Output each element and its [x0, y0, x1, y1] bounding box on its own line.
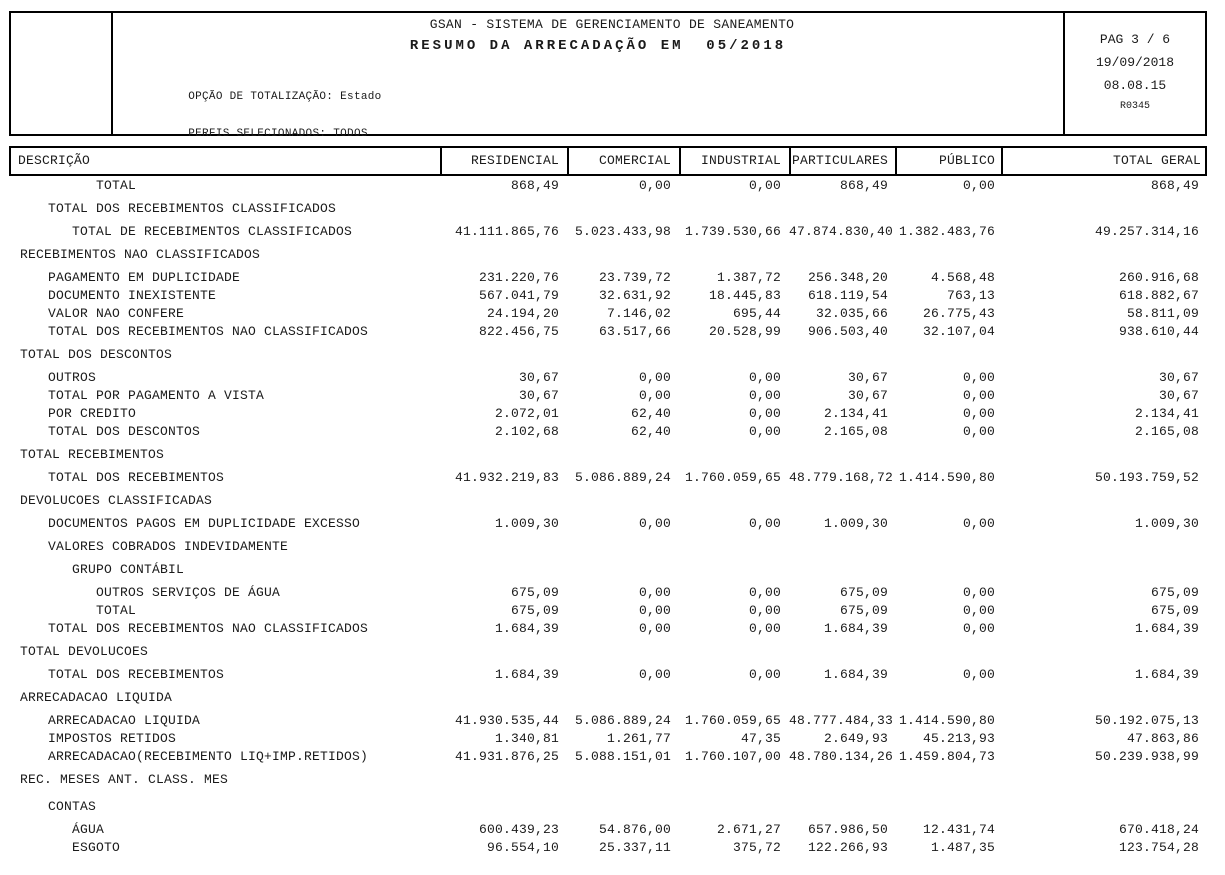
cell-publico: 763,13 — [946, 288, 995, 303]
table-row — [9, 748, 1207, 766]
cell-particulares: 48.777.484,33 — [789, 713, 894, 728]
row-label: TOTAL DOS RECEBIMENTOS CLASSIFICADOS — [48, 201, 337, 216]
cell-publico: 1.487,35 — [930, 840, 995, 855]
profiles-value: TODOS — [333, 128, 368, 140]
row-label: TOTAL DOS RECEBIMENTOS — [48, 667, 225, 682]
row-label: ÁGUA — [72, 822, 105, 837]
cell-publico: 4.568,48 — [930, 270, 995, 285]
column-header-particulares: PARTICULARES — [791, 148, 897, 174]
cell-industrial: 0,00 — [748, 178, 781, 193]
table-row — [9, 369, 1207, 387]
cell-industrial — [679, 561, 789, 579]
cell-publico: 0,00 — [962, 178, 995, 193]
cell-total-geral — [1001, 246, 1203, 264]
cell-residencial — [440, 643, 567, 661]
cell-publico: 1.414.590,80 — [898, 713, 995, 728]
row-label: ESGOTO — [72, 840, 121, 855]
table-row — [9, 405, 1207, 423]
cell-industrial: 0,00 — [748, 585, 781, 600]
row-label: POR CREDITO — [48, 406, 137, 421]
row-label: TOTAL DOS RECEBIMENTOS NAO CLASSIFICADOS — [48, 621, 369, 636]
cell-particulares: 2.649,93 — [823, 731, 888, 746]
cell-total-geral: 58.811,09 — [1126, 306, 1199, 321]
table-row — [9, 177, 1207, 195]
cell-comercial: 0,00 — [638, 388, 671, 403]
cell-comercial — [567, 200, 679, 218]
cell-industrial — [679, 689, 789, 707]
row-label: ARRECADACAO LIQUIDA — [20, 690, 173, 705]
cell-residencial: 41.931.876,25 — [454, 749, 559, 764]
cell-particulares: 2.134,41 — [823, 406, 888, 421]
row-label: TOTAL DOS RECEBIMENTOS NAO CLASSIFICADOS — [48, 324, 369, 339]
cell-residencial: 231.220,76 — [478, 270, 559, 285]
cell-industrial: 20.528,99 — [708, 324, 781, 339]
cell-total-geral: 260.916,68 — [1118, 270, 1199, 285]
table-body — [9, 177, 1207, 857]
cell-particulares — [789, 346, 895, 364]
cell-industrial — [679, 798, 789, 816]
cell-particulares: 122.266,93 — [807, 840, 888, 855]
cell-publico: 26.775,43 — [922, 306, 995, 321]
cell-industrial: 1.739.530,66 — [684, 224, 781, 239]
row-label: DEVOLUCOES CLASSIFICADAS — [20, 493, 213, 508]
cell-residencial: 600.439,23 — [478, 822, 559, 837]
cell-particulares — [789, 492, 895, 510]
column-header-residencial: RESIDENCIAL — [442, 148, 569, 174]
cell-industrial: 0,00 — [748, 603, 781, 618]
table-row — [9, 246, 1207, 264]
cell-residencial: 41.932.219,83 — [454, 470, 559, 485]
row-label: VALOR NAO CONFERE — [48, 306, 185, 321]
cell-industrial: 0,00 — [748, 516, 781, 531]
table-row — [9, 269, 1207, 287]
report-date: 19/09/2018 — [1095, 55, 1174, 70]
cell-total-geral: 30,67 — [1158, 388, 1199, 403]
cell-comercial: 63.517,66 — [598, 324, 671, 339]
cell-industrial: 47,35 — [740, 731, 781, 746]
cell-residencial: 675,09 — [510, 603, 559, 618]
cell-comercial: 0,00 — [638, 621, 671, 636]
cell-residencial — [440, 446, 567, 464]
cell-particulares: 1.684,39 — [823, 621, 888, 636]
cell-total-geral — [1001, 689, 1203, 707]
table-row — [9, 602, 1207, 620]
cell-comercial — [567, 561, 679, 579]
table-row — [9, 771, 1207, 789]
cell-industrial: 0,00 — [748, 667, 781, 682]
page-info-cell — [1065, 13, 1205, 134]
column-header-comercial: COMERCIAL — [569, 148, 681, 174]
cell-total-geral: 618.882,67 — [1118, 288, 1199, 303]
cell-total-geral: 30,67 — [1158, 370, 1199, 385]
cell-particulares — [789, 538, 895, 556]
table-row — [9, 423, 1207, 441]
cell-publico: 32.107,04 — [922, 324, 995, 339]
table-row — [9, 323, 1207, 341]
cell-publico: 1.459.804,73 — [898, 749, 995, 764]
cell-total-geral — [1001, 798, 1203, 816]
cell-publico — [895, 492, 1001, 510]
column-header-industrial: INDUSTRIAL — [681, 148, 791, 174]
table-row — [9, 387, 1207, 405]
cell-comercial: 1.261,77 — [606, 731, 671, 746]
cell-total-geral — [1001, 561, 1203, 579]
cell-comercial: 0,00 — [638, 585, 671, 600]
cell-residencial: 30,67 — [518, 370, 559, 385]
row-label: TOTAL DEVOLUCOES — [20, 644, 149, 659]
cell-particulares: 906.503,40 — [807, 324, 888, 339]
cell-comercial — [567, 246, 679, 264]
table-row — [9, 287, 1207, 305]
cell-comercial — [567, 492, 679, 510]
cell-comercial: 0,00 — [638, 667, 671, 682]
row-label: TOTAL — [96, 178, 137, 193]
cell-industrial — [679, 446, 789, 464]
cell-residencial — [440, 492, 567, 510]
report-title-cell — [113, 13, 1065, 140]
cell-industrial — [679, 492, 789, 510]
row-label: TOTAL DOS DESCONTOS — [48, 424, 201, 439]
cell-particulares: 618.119,54 — [807, 288, 888, 303]
cell-particulares — [789, 771, 895, 789]
cell-particulares — [789, 798, 895, 816]
report-header — [9, 11, 1207, 140]
cell-industrial — [679, 538, 789, 556]
cell-total-geral: 50.193.759,52 — [1094, 470, 1199, 485]
cell-residencial: 41.111.865,76 — [454, 224, 559, 239]
table-row — [9, 223, 1207, 241]
cell-industrial — [679, 246, 789, 264]
cell-comercial: 5.023.433,98 — [574, 224, 671, 239]
cell-comercial: 5.088.151,01 — [574, 749, 671, 764]
report-time: 08.08.15 — [1103, 78, 1167, 93]
cell-total-geral — [1001, 771, 1203, 789]
cell-publico — [895, 538, 1001, 556]
cell-particulares — [789, 561, 895, 579]
table-row — [9, 620, 1207, 638]
cell-residencial: 96.554,10 — [486, 840, 559, 855]
cell-publico: 0,00 — [962, 516, 995, 531]
table-row — [9, 839, 1207, 857]
table-row — [9, 798, 1207, 816]
row-label: TOTAL DOS RECEBIMENTOS — [48, 470, 225, 485]
cell-publico: 0,00 — [962, 370, 995, 385]
cell-industrial: 0,00 — [748, 388, 781, 403]
cell-residencial — [440, 771, 567, 789]
cell-comercial: 0,00 — [638, 516, 671, 531]
cell-total-geral: 670.418,24 — [1118, 822, 1199, 837]
cell-residencial — [440, 538, 567, 556]
table-row — [9, 492, 1207, 510]
cell-publico — [895, 346, 1001, 364]
table-row — [9, 666, 1207, 684]
row-label: TOTAL POR PAGAMENTO A VISTA — [48, 388, 265, 403]
cell-industrial — [679, 771, 789, 789]
cell-publico: 0,00 — [962, 388, 995, 403]
cell-total-geral — [1001, 200, 1203, 218]
cell-residencial — [440, 689, 567, 707]
cell-comercial: 0,00 — [638, 603, 671, 618]
cell-total-geral: 938.610,44 — [1118, 324, 1199, 339]
row-label: IMPOSTOS RETIDOS — [48, 731, 177, 746]
cell-residencial: 2.102,68 — [494, 424, 559, 439]
cell-industrial: 18.445,83 — [708, 288, 781, 303]
page-number: PAG 3 / 6 — [1099, 32, 1171, 47]
row-label: VALORES COBRADOS INDEVIDAMENTE — [48, 539, 289, 554]
report-title: RESUMO DA ARRECADAÇÃO EM 05/2018 — [409, 38, 787, 54]
totalization-line — [133, 79, 382, 115]
cell-publico — [895, 246, 1001, 264]
cell-comercial: 62,40 — [630, 424, 671, 439]
table-row — [9, 643, 1207, 661]
cell-publico: 0,00 — [962, 667, 995, 682]
table-row — [9, 515, 1207, 533]
row-label: TOTAL DE RECEBIMENTOS CLASSIFICADOS — [72, 224, 353, 239]
cell-total-geral: 50.192.075,13 — [1094, 713, 1199, 728]
cell-total-geral: 2.134,41 — [1134, 406, 1199, 421]
column-header-publico: PÚBLICO — [897, 148, 1003, 174]
cell-industrial: 1.760.107,00 — [684, 749, 781, 764]
cell-particulares: 2.165,08 — [823, 424, 888, 439]
cell-particulares: 256.348,20 — [807, 270, 888, 285]
cell-particulares: 868,49 — [839, 178, 888, 193]
row-label: REC. MESES ANT. CLASS. MES — [20, 772, 229, 787]
row-label: TOTAL — [96, 603, 137, 618]
cell-publico: 0,00 — [962, 585, 995, 600]
table-row — [9, 561, 1207, 579]
cell-publico — [895, 200, 1001, 218]
cell-total-geral: 675,09 — [1150, 585, 1199, 600]
cell-total-geral: 868,49 — [1150, 178, 1199, 193]
row-label: OUTROS — [48, 370, 97, 385]
cell-residencial: 24.194,20 — [486, 306, 559, 321]
cell-publico — [895, 689, 1001, 707]
table-row — [9, 538, 1207, 556]
cell-total-geral: 50.239.938,99 — [1094, 749, 1199, 764]
cell-comercial — [567, 346, 679, 364]
table-header-row — [9, 146, 1207, 176]
cell-total-geral: 123.754,28 — [1118, 840, 1199, 855]
cell-particulares: 48.780.134,26 — [789, 749, 894, 764]
cell-residencial: 675,09 — [510, 585, 559, 600]
cell-publico — [895, 643, 1001, 661]
table-row — [9, 730, 1207, 748]
cell-industrial: 2.671,27 — [716, 822, 781, 837]
table-row — [9, 200, 1207, 218]
cell-industrial: 1.760.059,65 — [684, 713, 781, 728]
cell-particulares — [789, 200, 895, 218]
table-row — [9, 305, 1207, 323]
cell-comercial — [567, 771, 679, 789]
column-header-total-geral: TOTAL GERAL — [1112, 153, 1201, 168]
cell-total-geral: 47.863,86 — [1126, 731, 1199, 746]
row-label: CONTAS — [48, 799, 97, 814]
cell-residencial: 567.041,79 — [478, 288, 559, 303]
cell-residencial: 822.456,75 — [478, 324, 559, 339]
table-row — [9, 446, 1207, 464]
cell-total-geral — [1001, 346, 1203, 364]
row-label: PAGAMENTO EM DUPLICIDADE — [48, 270, 241, 285]
cell-residencial: 1.009,30 — [494, 516, 559, 531]
logo-cell — [11, 13, 113, 134]
cell-industrial: 695,44 — [732, 306, 781, 321]
table-row — [9, 469, 1207, 487]
cell-industrial — [679, 346, 789, 364]
system-title: GSAN - SISTEMA DE GERENCIAMENTO DE SANEAMENTO — [429, 17, 795, 32]
cell-total-geral: 2.165,08 — [1134, 424, 1199, 439]
cell-particulares: 657.986,50 — [807, 822, 888, 837]
cell-comercial: 5.086.889,24 — [574, 713, 671, 728]
cell-residencial — [440, 798, 567, 816]
cell-industrial: 0,00 — [748, 424, 781, 439]
cell-total-geral: 1.684,39 — [1134, 667, 1199, 682]
cell-residencial: 30,67 — [518, 388, 559, 403]
cell-residencial: 868,49 — [510, 178, 559, 193]
cell-comercial — [567, 643, 679, 661]
row-label: GRUPO CONTÁBIL — [72, 562, 185, 577]
row-label: DOCUMENTO INEXISTENTE — [48, 288, 217, 303]
column-header-descricao: DESCRIÇÃO — [11, 148, 442, 174]
cell-comercial: 0,00 — [638, 370, 671, 385]
cell-particulares: 48.779.168,72 — [789, 470, 894, 485]
cell-residencial: 41.930.535,44 — [454, 713, 559, 728]
row-label: ARRECADACAO(RECEBIMENTO LIQ+IMP.RETIDOS) — [48, 749, 369, 764]
row-label: TOTAL DOS DESCONTOS — [20, 347, 173, 362]
cell-comercial — [567, 689, 679, 707]
cell-industrial: 375,72 — [732, 840, 781, 855]
cell-publico: 0,00 — [962, 406, 995, 421]
cell-total-geral: 1.684,39 — [1134, 621, 1199, 636]
cell-comercial: 5.086.889,24 — [574, 470, 671, 485]
row-label: TOTAL RECEBIMENTOS — [20, 447, 165, 462]
cell-publico: 45.213,93 — [922, 731, 995, 746]
cell-publico — [895, 798, 1001, 816]
cell-industrial — [679, 643, 789, 661]
report-code: R0345 — [1119, 101, 1150, 112]
cell-particulares: 32.035,66 — [815, 306, 888, 321]
cell-particulares — [789, 446, 895, 464]
cell-total-geral — [1001, 492, 1203, 510]
cell-publico: 0,00 — [962, 621, 995, 636]
cell-comercial: 54.876,00 — [598, 822, 671, 837]
table-row — [9, 712, 1207, 730]
cell-comercial: 25.337,11 — [598, 840, 671, 855]
cell-comercial — [567, 446, 679, 464]
cell-particulares — [789, 246, 895, 264]
cell-residencial — [440, 246, 567, 264]
cell-total-geral — [1001, 446, 1203, 464]
cell-residencial: 1.684,39 — [494, 667, 559, 682]
cell-comercial: 0,00 — [638, 178, 671, 193]
totalization-label: OPÇÃO DE TOTALIZAÇÃO: — [188, 91, 334, 103]
cell-industrial: 0,00 — [748, 621, 781, 636]
profiles-label: PERFIS SELECIONADOS: — [188, 128, 327, 140]
cell-publico — [895, 446, 1001, 464]
row-label: ARRECADACAO LIQUIDA — [48, 713, 201, 728]
cell-total-geral — [1001, 643, 1203, 661]
cell-publico: 0,00 — [962, 424, 995, 439]
cell-comercial — [567, 798, 679, 816]
cell-particulares: 1.684,39 — [823, 667, 888, 682]
cell-total-geral: 675,09 — [1150, 603, 1199, 618]
cell-particulares: 675,09 — [839, 585, 888, 600]
cell-industrial: 1.760.059,65 — [684, 470, 781, 485]
cell-industrial: 1.387,72 — [716, 270, 781, 285]
cell-residencial — [440, 200, 567, 218]
cell-publico: 1.382.483,76 — [898, 224, 995, 239]
cell-residencial: 2.072,01 — [494, 406, 559, 421]
row-label: OUTROS SERVIÇOS DE ÁGUA — [96, 585, 281, 600]
cell-comercial: 62,40 — [630, 406, 671, 421]
cell-total-geral — [1001, 538, 1203, 556]
cell-comercial — [567, 538, 679, 556]
totalization-value: Estado — [340, 91, 382, 103]
cell-publico: 1.414.590,80 — [898, 470, 995, 485]
cell-comercial: 23.739,72 — [598, 270, 671, 285]
table-row — [9, 689, 1207, 707]
cell-publico: 0,00 — [962, 603, 995, 618]
cell-residencial: 1.340,81 — [494, 731, 559, 746]
cell-particulares: 1.009,30 — [823, 516, 888, 531]
cell-publico — [895, 561, 1001, 579]
row-label: RECEBIMENTOS NAO CLASSIFICADOS — [20, 247, 261, 262]
cell-comercial: 32.631,92 — [598, 288, 671, 303]
cell-total-geral: 1.009,30 — [1134, 516, 1199, 531]
cell-industrial: 0,00 — [748, 370, 781, 385]
table-row — [9, 584, 1207, 602]
cell-total-geral: 49.257.314,16 — [1094, 224, 1199, 239]
table-row — [9, 821, 1207, 839]
cell-residencial — [440, 346, 567, 364]
cell-particulares — [789, 689, 895, 707]
row-label: DOCUMENTOS PAGOS EM DUPLICIDADE EXCESSO — [48, 516, 361, 531]
cell-particulares: 675,09 — [839, 603, 888, 618]
cell-industrial — [679, 200, 789, 218]
cell-particulares — [789, 643, 895, 661]
cell-residencial: 1.684,39 — [494, 621, 559, 636]
cell-publico: 12.431,74 — [922, 822, 995, 837]
cell-industrial: 0,00 — [748, 406, 781, 421]
cell-residencial — [440, 561, 567, 579]
cell-particulares: 30,67 — [847, 388, 888, 403]
cell-particulares: 47.874.830,40 — [789, 224, 894, 239]
table-row — [9, 346, 1207, 364]
cell-publico — [895, 771, 1001, 789]
cell-particulares: 30,67 — [847, 370, 888, 385]
cell-comercial: 7.146,02 — [606, 306, 671, 321]
